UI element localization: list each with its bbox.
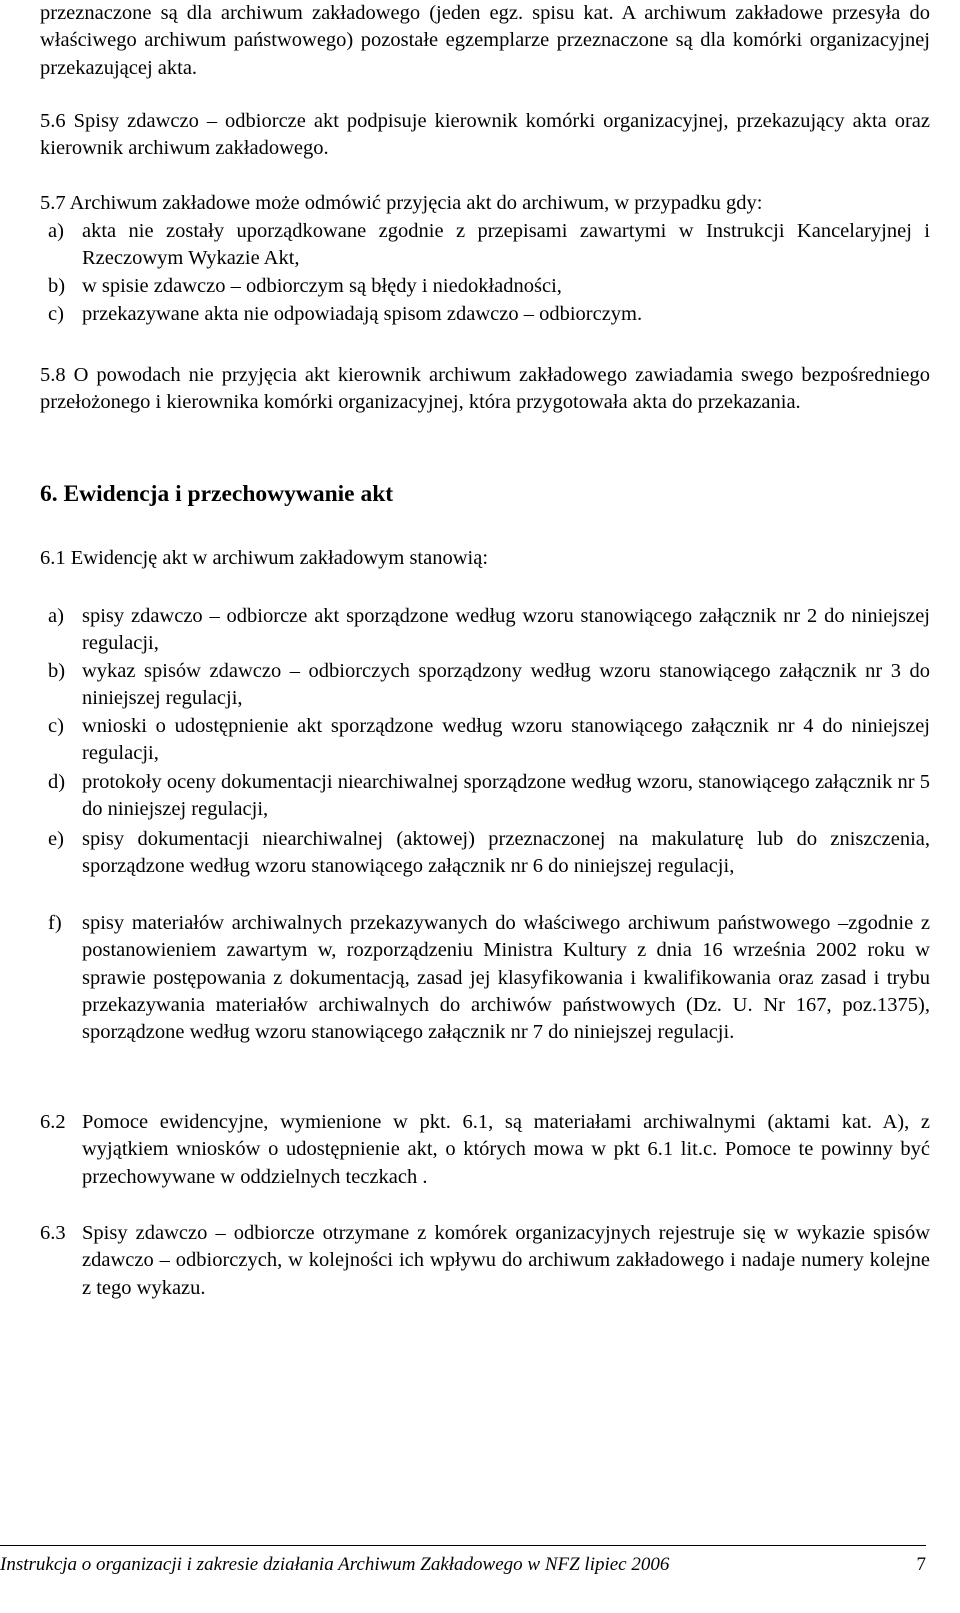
- paragraph-text: Spisy zdawczo – odbiorcze otrzymane z komórek organizacyjnych rejestruje się w wykazie spisów zdawczo – odbiorczych, w kolejności ich wpływu do archiwum zakładowego i nadaje numery kolejne z tego wykazu.: [82, 1222, 930, 1299]
- list-item-text: wnioski o udostępnienie akt sporządzone według wzoru stanowiącego załącznik nr 4 do niniejszej regulacji,: [82, 715, 930, 765]
- list-item: [48, 273, 930, 300]
- paragraph-number: 6.3: [40, 1222, 66, 1244]
- list-item: [48, 301, 930, 328]
- list-item: [48, 658, 930, 713]
- list-item-label: b): [48, 660, 66, 682]
- list-item-label: c): [48, 715, 64, 737]
- list-item-text: wykaz spisów zdawczo – odbiorczych sporządzony według wzoru stanowiącego załącznik nr 3 do niniejszej regulacji,: [82, 660, 930, 710]
- list-item-text: przekazywane akta nie odpowiadają spisom zdawczo – odbiorczym.: [82, 303, 643, 325]
- intro-paragraph: przeznaczone są dla archiwum zakładowego (jeden egz. spisu kat. A archiwum zakładowe przesyła do właściwego archiwum państwowego) pozostałe egzemplarze przeznaczone są dla komórki organizacyjnej przekazującej akta.: [40, 2, 930, 79]
- list-item-label: a): [48, 220, 64, 242]
- list-item: [48, 603, 930, 658]
- list-item-label: a): [48, 605, 64, 627]
- paragraph-6-2: [40, 1109, 930, 1191]
- list-item: [48, 769, 930, 824]
- list-item: [48, 826, 930, 881]
- list-item-label: e): [48, 828, 64, 850]
- list-item: [48, 713, 930, 768]
- paragraph-6-3: [40, 1220, 930, 1302]
- paragraph-5-7: 5.7 Archiwum zakładowe może odmówić przyjęcia akt do archiwum, w przypadku gdy:: [40, 192, 763, 214]
- list-item-label: b): [48, 275, 66, 297]
- list-item-text: spisy materiałów archiwalnych przekazywanych do właściwego archiwum państwowego –zgodnie z postanowieniem zawartym w, rozporządzeniu Ministra Kultury z dnia 16 września 2002 roku w sprawie postępowania z dokumentacją, zasad jej klasyfikowania i kwalifikowania oraz zasad i trybu przekazywania materiałów archiwalnych do archiwów państwowych (Dz. U. Nr 167, poz.1375), sporządzone według wzoru stanowiącego załącznik nr 7 do niniejszej regulacji.: [82, 912, 930, 1044]
- list-item-label: d): [48, 771, 66, 793]
- paragraph-6-1: 6.1 Ewidencję akt w archiwum zakładowym stanowią:: [40, 547, 489, 569]
- paragraph-5-6: 5.6 Spisy zdawczo – odbiorcze akt podpisuje kierownik komórki organizacyjnej, przekazujący akta oraz kierownik archiwum zakładowego.: [40, 110, 930, 160]
- list-item: [48, 218, 930, 273]
- list-item-text: w spisie zdawczo – odbiorczym są błędy i niedokładności,: [82, 275, 562, 297]
- section-heading: 6. Ewidencja i przechowywanie akt: [40, 481, 394, 507]
- footer-divider: [0, 1545, 926, 1546]
- list-item-label: c): [48, 303, 64, 325]
- list-item-text: spisy dokumentacji niearchiwalnej (aktowej) przeznaczonej na makulaturę lub do zniszczenia, sporządzone według wzoru stanowiącego załącznik nr 6 do niniejszej regulacji,: [82, 828, 930, 878]
- paragraph-number: 6.2: [40, 1111, 66, 1133]
- list-item-label: f): [48, 912, 62, 934]
- list-item: [48, 910, 930, 1046]
- paragraph-5-8: 5.8 O powodach nie przyjęcia akt kierownik archiwum zakładowego zawiadamia swego bezpośredniego przełożonego i kierownika komórki organizacyjnej, która przygotowała akta do przekazania.: [40, 364, 930, 414]
- paragraph-text: Pomoce ewidencyjne, wymienione w pkt. 6.1, są materiałami archiwalnymi (aktami kat. A), z wyjątkiem wniosków o udostępnienie akt, o których mowa w pkt 6.1 lit.c. Pomoce te powinny być przechowywane w oddzielnych teczkach .: [82, 1111, 930, 1188]
- list-item-text: spisy zdawczo – odbiorcze akt sporządzone według wzoru stanowiącego załącznik nr 2 do niniejszej regulacji,: [82, 605, 930, 655]
- page-number: 7: [916, 1554, 926, 1575]
- list-item-text: akta nie zostały uporządkowane zgodnie z przepisami zawartymi w Instrukcji Kancelaryjnej i Rzeczowym Wykazie Akt,: [82, 220, 930, 270]
- list-item-text: protokoły oceny dokumentacji niearchiwalnej sporządzone według wzoru, stanowiącego załącznik nr 5 do niniejszej regulacji,: [82, 771, 930, 821]
- footer-text: Instrukcja o organizacji i zakresie działania Archiwum Zakładowego w NFZ lipiec 2006: [0, 1554, 670, 1575]
